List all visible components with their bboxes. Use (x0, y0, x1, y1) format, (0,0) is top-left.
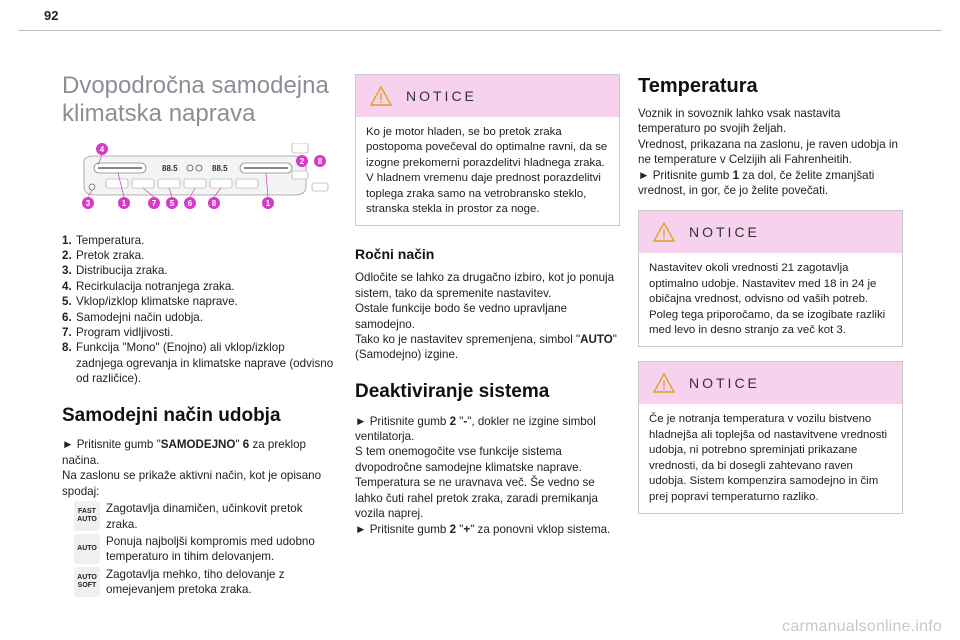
warning-triangle-icon (370, 86, 392, 106)
callout-label: 8 (211, 198, 217, 208)
list-item: 8. Funkcija "Mono" (Enojno) ali vklop/izklop zadnjega ogrevanja in klimatske naprave (odvisno od različice). (62, 341, 334, 386)
deact-text-4: ► Pritisnite gumb 2 "+" za ponovni vklop sistema. (355, 522, 611, 536)
callout-label: 7 (151, 198, 157, 208)
section-heading-comfort: Samodejni način udobja (62, 404, 281, 426)
list-item: 2. Pretok zraka. (62, 249, 145, 263)
callout-label: 4 (99, 144, 105, 154)
notice-label: NOTICE (689, 375, 760, 392)
deact-text-2: S tem onemogočite vse funkcije sistema dvopodročne samodejne klimatske naprave. (355, 445, 582, 474)
callout-label: 1 (265, 198, 271, 208)
manual-text-3: Tako ko je nastavitev spremenjena, simbol "AUTO" (Samodejno) izgine. (355, 333, 617, 362)
notice-body: Če je notranja temperatura v vozilu bistveno hladnejša ali toplejša od nastavitvene vrednosti udobja, ni potrebno spreminjati prikazane vrednosti, da bi dosegli zahtevano raven udobja. Sistem kompenzira samodejno in čim prej popravi temperaturno razliko. (649, 413, 888, 503)
notice-header (639, 362, 902, 404)
callout-label: 5 (169, 198, 175, 208)
notice-box-setting (638, 210, 903, 347)
legend-list (62, 233, 334, 387)
fast-auto-icon: FAST AUTO (74, 501, 100, 531)
top-divider (18, 30, 942, 31)
left-temp-display: 88.5 (162, 163, 178, 173)
page-number: 92 (44, 8, 59, 23)
section-heading-deactivate: Deaktiviranje sistema (355, 380, 550, 402)
section-heading-manual: Ročni način (355, 246, 435, 263)
climate-panel-illustration (62, 143, 330, 213)
comfort-intro: ► Pritisnite gumb "SAMODEJNO" 6 za preklop načina. (62, 438, 306, 467)
warning-triangle-icon (653, 373, 675, 393)
callout-label: 6 (187, 198, 193, 208)
notice-box-compensation (638, 361, 903, 513)
mode-row-auto: AUTO Ponuja najboljši kompromis med udobno temperaturo in tihim delovanjem. (62, 534, 334, 565)
deact-text-1: ► Pritisnite gumb 2 "-", dokler ne izgine simbol ventilatorja. (355, 414, 596, 444)
notice-label: NOTICE (406, 88, 477, 104)
column-left (62, 60, 334, 598)
notice-header (639, 211, 902, 253)
list-item: 7. Program vidljivosti. (62, 326, 174, 340)
list-item: 6. Samodejni način udobja. (62, 310, 203, 324)
footer-watermark: carmanualsonline.info (782, 618, 942, 635)
notice-header (356, 75, 619, 117)
callout-label: 2 (299, 156, 305, 166)
auto-soft-icon: AUTO SOFT (74, 567, 100, 597)
manual-text-1: Odločite se lahko za drugačno izbiro, kot jo ponuja sistem, tako da spremenite nastavitev. (355, 271, 615, 300)
section-heading-temperature: Temperatura (638, 75, 758, 97)
notice-body: Ko je motor hladen, se bo pretok zraka postopoma povečeval do optimalne ravni, da se izogne prekomerni porazdelitvi hladnega zraka. V hladnem vremenu daje prednost porazdelitvi toplega zraka samo na vetrobransko steklo, stranska stekla in prostor za noge. (366, 126, 608, 216)
chapter-title: Dvopodročna samodejna klimatska naprava (62, 72, 329, 128)
warning-triangle-icon (653, 222, 675, 242)
callout-label: 3 (85, 198, 91, 208)
comfort-intro-2: Na zaslonu se prikaže aktivni način, kot je opisano spodaj: (62, 469, 322, 498)
right-temp-display: 88.5 (212, 163, 228, 173)
list-item: 5. Vklop/izklop klimatske naprave. (62, 295, 238, 309)
mode-row-fast: FAST AUTO Zagotavlja dinamičen, učinkovit pretok zraka. (62, 501, 334, 532)
deact-text-3: Temperatura se ne uravnava več. Še vedno se lahko čuti rahel pretok zraka, zaradi premikanja vozila naprej. (355, 476, 598, 521)
manual-text-2: Ostale funkcije bodo še vedno upravljane samodejno. (355, 302, 568, 331)
notice-body: Nastavitev okoli vrednosti 21 zagotavlja optimalno udobje. Nastavitev med 18 in 24 je običajna vrednost, odvisno od vaših potreb. Poleg tega priporočamo, da se izogibate razliki med levo in desno stranjo za več kot 3. (649, 262, 886, 337)
auto-icon: AUTO (74, 534, 100, 564)
column-middle (355, 74, 620, 537)
list-item: 3. Distribucija zraka. (62, 264, 168, 278)
temp-text-2: Vrednost, prikazana na zaslonu, je raven udobja in ne temperature v Celzijih ali Fahrenheitih. (638, 137, 898, 167)
notice-box-cold-engine (355, 74, 620, 226)
column-right (638, 62, 903, 514)
list-item: 1. Temperatura. (62, 233, 145, 247)
list-item: 4. Recirkulacija notranjega zraka. (62, 279, 235, 293)
temp-text-1: Voznik in sovoznik lahko vsak nastavita temperaturo po svojih željah. (638, 107, 841, 136)
climate-panel-drawing (62, 143, 330, 213)
temp-text-3: ► Pritisnite gumb 1 za dol, če želite zmanjšati vrednost, in gor, če jo želite povečati. (638, 168, 875, 198)
notice-label: NOTICE (689, 224, 760, 241)
mode-row-soft: AUTO SOFT Zagotavlja mehko, tiho delovanje z omejevanjem pretoka zraka. (62, 567, 334, 598)
callout-label: 1 (121, 198, 127, 208)
callout-label: 8 (317, 156, 323, 166)
